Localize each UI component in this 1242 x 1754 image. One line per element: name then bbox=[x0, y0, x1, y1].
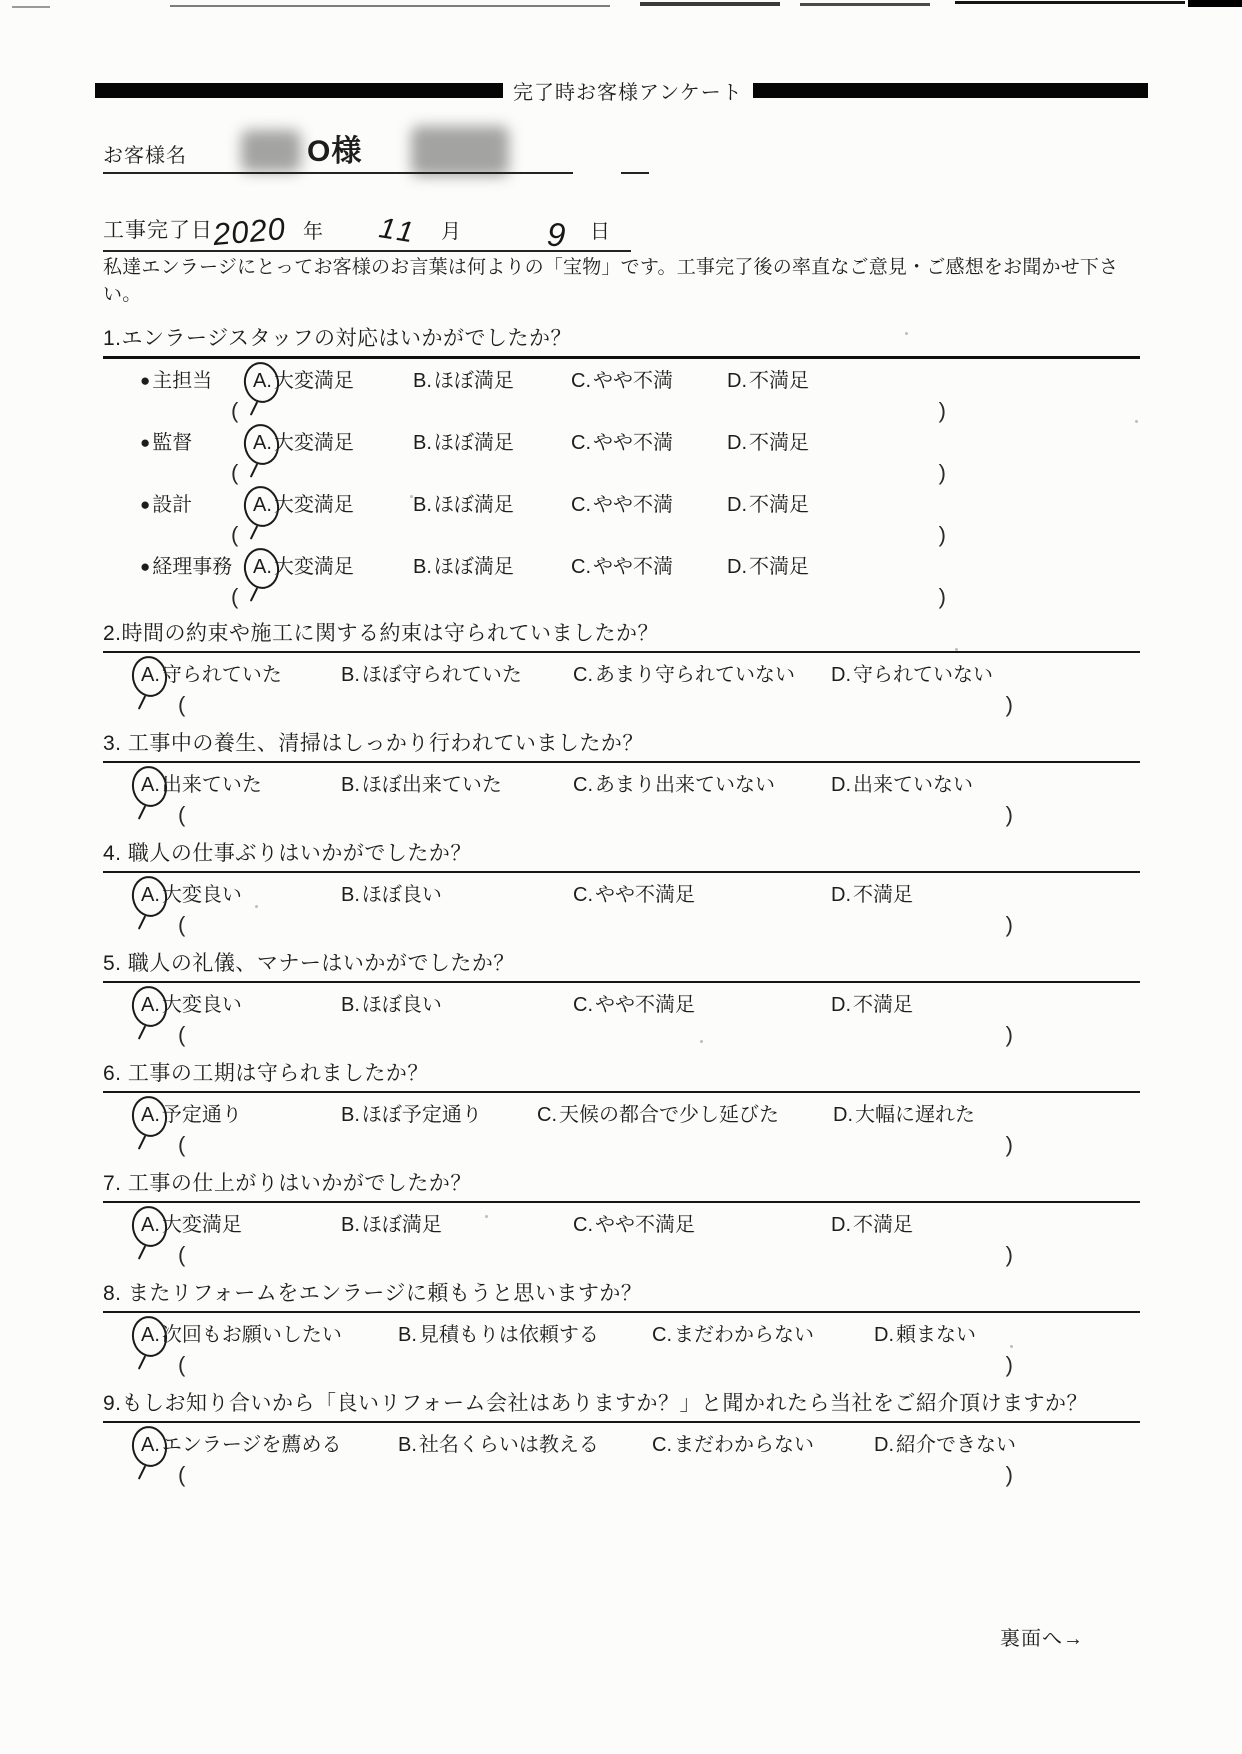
option-a bbox=[140, 1321, 397, 1349]
scan-artifact bbox=[800, 3, 930, 6]
option-key: D. bbox=[874, 1434, 894, 1456]
paren-open: ( bbox=[178, 912, 186, 937]
option-key: B. bbox=[413, 494, 432, 516]
option-key: A. bbox=[140, 991, 161, 1019]
bullet-icon: ● bbox=[140, 495, 151, 514]
option-d bbox=[873, 1321, 976, 1349]
comment-line bbox=[178, 1353, 1013, 1377]
handwritten-day: 9 bbox=[546, 215, 567, 254]
bullet-icon: ● bbox=[140, 433, 151, 452]
option-key: B. bbox=[413, 556, 432, 578]
option-key: A. bbox=[252, 367, 273, 395]
option-b bbox=[340, 661, 572, 689]
option-label: あまり出来ていない bbox=[595, 774, 775, 796]
option-key: C. bbox=[537, 1104, 557, 1126]
option-a bbox=[140, 1211, 340, 1239]
paren-open: ( bbox=[178, 802, 186, 827]
option-c bbox=[651, 1431, 873, 1459]
option-b bbox=[412, 367, 570, 395]
option-label: 不満足 bbox=[853, 994, 913, 1016]
option-label: 大変良い bbox=[161, 884, 242, 906]
option-key: C. bbox=[571, 432, 591, 454]
question-title: 3. 工事中の養生、清掃はしっかり行われていましたか？ bbox=[103, 727, 1140, 763]
option-d bbox=[873, 1431, 1016, 1459]
question-8 bbox=[103, 1277, 1140, 1377]
option-c bbox=[651, 1321, 873, 1349]
completion-date-row bbox=[103, 206, 631, 252]
option-key: B. bbox=[341, 884, 360, 906]
back-page-note: 裏面へ→ bbox=[1000, 1628, 1084, 1650]
option-label: やや不満 bbox=[593, 432, 673, 454]
subject-label bbox=[140, 429, 252, 457]
option-key: D. bbox=[727, 494, 747, 516]
comment-line bbox=[178, 803, 1013, 827]
options-row bbox=[103, 367, 1140, 395]
comment-line bbox=[178, 1133, 1013, 1157]
option-key: C. bbox=[573, 774, 593, 796]
option-key: B. bbox=[341, 994, 360, 1016]
option-label: 守られていた bbox=[161, 664, 282, 686]
comment-line bbox=[231, 399, 946, 421]
option-label: 不満足 bbox=[749, 370, 809, 392]
option-label: ほぼ満足 bbox=[361, 1214, 442, 1236]
option-key: C. bbox=[573, 664, 593, 686]
option-label: 頼まない bbox=[896, 1324, 976, 1346]
option-label: 天候の都合で少し延びた bbox=[559, 1104, 779, 1126]
option-key: A. bbox=[140, 661, 161, 689]
paren-open: ( bbox=[231, 398, 239, 423]
comment-line bbox=[178, 693, 1013, 717]
handwritten-month: 11 bbox=[376, 212, 420, 250]
option-key: B. bbox=[413, 370, 432, 392]
option-d bbox=[726, 491, 809, 519]
option-key: C. bbox=[652, 1324, 672, 1346]
option-label: 予定通り bbox=[161, 1104, 242, 1126]
form-header bbox=[95, 81, 1148, 104]
options-row bbox=[103, 1211, 1140, 1239]
question-title: 6. 工事の工期は守られましたか？ bbox=[103, 1057, 1140, 1093]
comment-line bbox=[178, 1023, 1013, 1047]
option-label: ほぼ満足 bbox=[433, 556, 514, 578]
option-label: 不満足 bbox=[853, 884, 913, 906]
scan-artifact bbox=[170, 5, 610, 7]
option-key: C. bbox=[571, 556, 591, 578]
question-title: 8. またリフォームをエンラージに頼もうと思いますか？ bbox=[103, 1277, 1140, 1313]
paren-open: ( bbox=[178, 692, 186, 717]
option-label: 大変良い bbox=[161, 994, 242, 1016]
form-title: 完了時お客様アンケート bbox=[513, 81, 743, 104]
option-a bbox=[252, 491, 412, 519]
option-a bbox=[252, 553, 412, 581]
paren-close: ) bbox=[1005, 692, 1013, 717]
question-5 bbox=[103, 947, 1140, 1047]
header-bar-right bbox=[753, 83, 1148, 98]
option-b bbox=[340, 1101, 536, 1129]
option-label: 不満足 bbox=[853, 1214, 913, 1236]
option-b bbox=[340, 881, 572, 909]
options-row bbox=[103, 771, 1140, 799]
comment-line bbox=[231, 585, 946, 607]
scan-artifact bbox=[640, 2, 780, 6]
comment-line bbox=[178, 913, 1013, 937]
option-key: A. bbox=[252, 491, 273, 519]
paren-open: ( bbox=[178, 1132, 186, 1157]
question-title: 1.エンラージスタッフの対応はいかがでしたか？ bbox=[103, 322, 1140, 359]
option-label: 次回もお願いしたい bbox=[161, 1324, 342, 1346]
option-b bbox=[340, 1211, 572, 1239]
question-4 bbox=[103, 837, 1140, 937]
option-key: D. bbox=[727, 370, 747, 392]
option-label: あまり守られていない bbox=[595, 664, 795, 686]
options-row bbox=[103, 553, 1140, 581]
question-1-row-supervisor bbox=[103, 429, 1140, 483]
option-label: やや不満 bbox=[593, 494, 673, 516]
option-c bbox=[572, 991, 830, 1019]
option-a bbox=[140, 1101, 340, 1129]
paren-open: ( bbox=[178, 1462, 186, 1487]
option-c bbox=[570, 367, 726, 395]
paren-open: ( bbox=[231, 460, 239, 485]
paren-open: ( bbox=[231, 584, 239, 609]
option-c bbox=[536, 1101, 832, 1129]
option-key: C. bbox=[571, 494, 591, 516]
subject-name: 経理事務 bbox=[152, 556, 233, 578]
option-d bbox=[830, 991, 913, 1019]
subject-name: 監督 bbox=[152, 432, 193, 454]
comment-line bbox=[231, 523, 946, 545]
option-key: A. bbox=[140, 1431, 161, 1459]
subject-label bbox=[140, 553, 252, 581]
question-1-row-main-staff bbox=[103, 367, 1140, 421]
option-key: B. bbox=[398, 1434, 417, 1456]
option-key: C. bbox=[573, 884, 593, 906]
option-key: B. bbox=[341, 1214, 360, 1236]
question-2 bbox=[103, 617, 1140, 717]
option-label: 見積もりは依頼する bbox=[418, 1324, 599, 1346]
option-label: やや不満足 bbox=[595, 994, 695, 1016]
option-key: A. bbox=[140, 881, 161, 909]
options-row bbox=[103, 429, 1140, 457]
question-title: 2.時間の約束や施工に関する約束は守られていましたか？ bbox=[103, 617, 1140, 653]
option-a bbox=[140, 661, 340, 689]
day-unit-label: 日 bbox=[590, 221, 610, 243]
option-label: まだわからない bbox=[674, 1324, 814, 1346]
subject-label bbox=[140, 491, 252, 519]
option-key: D. bbox=[831, 884, 851, 906]
question-1-row-accounting bbox=[103, 553, 1140, 607]
option-label: まだわからない bbox=[674, 1434, 814, 1456]
option-a bbox=[252, 429, 412, 457]
option-d bbox=[832, 1101, 975, 1129]
option-key: A. bbox=[252, 553, 273, 581]
option-label: ほぼ良い bbox=[361, 994, 442, 1016]
options-row bbox=[103, 1431, 1140, 1459]
subject-label bbox=[140, 367, 252, 395]
options-row bbox=[103, 991, 1140, 1019]
scan-artifact bbox=[955, 1, 1185, 4]
option-label: 出来ていた bbox=[161, 774, 262, 796]
option-d bbox=[726, 429, 809, 457]
option-label: 不満足 bbox=[749, 494, 809, 516]
questions-list bbox=[103, 312, 1140, 1487]
options-row bbox=[103, 491, 1140, 519]
question-title: 4. 職人の仕事ぶりはいかがでしたか？ bbox=[103, 837, 1140, 873]
bullet-icon: ● bbox=[140, 557, 151, 576]
paren-close: ) bbox=[1005, 1462, 1013, 1487]
option-b bbox=[412, 553, 570, 581]
paren-open: ( bbox=[178, 1242, 186, 1267]
option-b bbox=[340, 771, 572, 799]
option-key: C. bbox=[571, 370, 591, 392]
option-c bbox=[572, 881, 830, 909]
redacted-name-blur bbox=[411, 126, 509, 176]
options-row bbox=[103, 661, 1140, 689]
option-b bbox=[412, 491, 570, 519]
option-c bbox=[570, 553, 726, 581]
option-d bbox=[830, 1211, 913, 1239]
option-label: やや不満足 bbox=[595, 1214, 695, 1236]
paren-close: ) bbox=[1005, 802, 1013, 827]
option-a bbox=[252, 367, 412, 395]
option-a bbox=[140, 1431, 397, 1459]
option-key: A. bbox=[140, 771, 161, 799]
option-label: ほぼ満足 bbox=[433, 432, 514, 454]
option-label: 不満足 bbox=[749, 556, 809, 578]
paren-close: ) bbox=[938, 522, 946, 547]
option-key: A. bbox=[140, 1101, 161, 1129]
option-label: ほぼ良い bbox=[361, 884, 442, 906]
option-label: 大変満足 bbox=[273, 370, 354, 392]
comment-line bbox=[178, 1243, 1013, 1267]
option-d bbox=[830, 771, 973, 799]
paren-close: ) bbox=[1005, 1022, 1013, 1047]
option-key: B. bbox=[398, 1324, 417, 1346]
option-label: 社名くらいは教える bbox=[418, 1434, 599, 1456]
paren-open: ( bbox=[178, 1352, 186, 1377]
option-c bbox=[570, 429, 726, 457]
option-key: C. bbox=[652, 1434, 672, 1456]
paren-close: ) bbox=[938, 584, 946, 609]
question-6 bbox=[103, 1057, 1140, 1157]
option-label: やや不満足 bbox=[595, 884, 695, 906]
option-key: D. bbox=[831, 664, 851, 686]
intro-text: 私達エンラージにとってお客様のお言葉は何よりの「宝物」です。工事完了後の率直なご意見・ご感想をお聞かせ下さい。 bbox=[103, 257, 1119, 305]
option-key: C. bbox=[573, 994, 593, 1016]
option-b bbox=[397, 1431, 651, 1459]
option-label: ほぼ満足 bbox=[433, 494, 514, 516]
option-d bbox=[726, 367, 809, 395]
option-key: A. bbox=[252, 429, 273, 457]
option-label: ほぼ守られていた bbox=[361, 664, 522, 686]
question-title: 5. 職人の礼儀、マナーはいかがでしたか？ bbox=[103, 947, 1140, 983]
option-key: D. bbox=[831, 994, 851, 1016]
completion-date-label: 工事完了日 bbox=[103, 219, 213, 242]
handwritten-year: 2020 bbox=[211, 210, 288, 253]
option-label: ほぼ予定通り bbox=[361, 1104, 482, 1126]
options-row bbox=[103, 1101, 1140, 1129]
question-1 bbox=[103, 322, 1140, 607]
header-bar-left bbox=[95, 83, 503, 98]
option-label: 不満足 bbox=[749, 432, 809, 454]
option-key: A. bbox=[140, 1321, 161, 1349]
paren-close: ) bbox=[1005, 1132, 1013, 1157]
option-label: 大変満足 bbox=[273, 432, 354, 454]
name-underline bbox=[103, 172, 573, 174]
subject-name: 設計 bbox=[152, 494, 193, 516]
option-key: D. bbox=[874, 1324, 894, 1346]
redacted-name-blur bbox=[241, 130, 301, 172]
option-label: 出来ていない bbox=[853, 774, 973, 796]
paren-close: ) bbox=[938, 398, 946, 423]
option-d bbox=[830, 661, 993, 689]
option-key: D. bbox=[831, 774, 851, 796]
question-3 bbox=[103, 727, 1140, 827]
question-9 bbox=[103, 1387, 1140, 1487]
question-title: 7. 工事の仕上がりはいかがでしたか？ bbox=[103, 1167, 1140, 1203]
option-key: B. bbox=[341, 774, 360, 796]
option-label: 大幅に遅れた bbox=[855, 1104, 975, 1126]
option-label: 大変満足 bbox=[273, 556, 354, 578]
option-d bbox=[726, 553, 809, 581]
option-c bbox=[572, 771, 830, 799]
options-row bbox=[103, 881, 1140, 909]
option-label: やや不満 bbox=[593, 556, 673, 578]
year-unit-label: 年 bbox=[303, 221, 323, 243]
comment-line bbox=[231, 461, 946, 483]
name-underline-short bbox=[621, 172, 649, 174]
option-key: B. bbox=[413, 432, 432, 454]
options-row bbox=[103, 1321, 1140, 1349]
option-c bbox=[572, 1211, 830, 1239]
option-label: ほぼ満足 bbox=[433, 370, 514, 392]
option-label: 大変満足 bbox=[161, 1214, 242, 1236]
comment-line bbox=[178, 1463, 1013, 1487]
paren-close: ) bbox=[938, 460, 946, 485]
question-title: 9.もしお知り合いから「良いリフォーム会社はありますか？」と聞かれたら当社をご紹介頂けますか？ bbox=[103, 1387, 1140, 1423]
customer-name-label: お客様名 bbox=[103, 145, 187, 167]
option-key: D. bbox=[727, 556, 747, 578]
customer-name-row bbox=[103, 128, 673, 174]
option-key: B. bbox=[341, 1104, 360, 1126]
option-a bbox=[140, 881, 340, 909]
option-label: 守られていない bbox=[853, 664, 993, 686]
option-label: やや不満 bbox=[593, 370, 673, 392]
option-key: D. bbox=[727, 432, 747, 454]
paren-close: ) bbox=[1005, 1242, 1013, 1267]
option-b bbox=[412, 429, 570, 457]
customer-name-value: O様 bbox=[307, 135, 363, 168]
bullet-icon: ● bbox=[140, 371, 151, 390]
paren-close: ) bbox=[1005, 1352, 1013, 1377]
option-a bbox=[140, 991, 340, 1019]
question-1-row-designer bbox=[103, 491, 1140, 545]
paren-close: ) bbox=[1005, 912, 1013, 937]
option-b bbox=[397, 1321, 651, 1349]
option-key: D. bbox=[831, 1214, 851, 1236]
option-label: ほぼ出来ていた bbox=[361, 774, 502, 796]
option-label: エンラージを薦める bbox=[161, 1434, 342, 1456]
scan-artifact bbox=[1188, 0, 1242, 7]
option-key: C. bbox=[573, 1214, 593, 1236]
option-a bbox=[140, 771, 340, 799]
option-d bbox=[830, 881, 913, 909]
option-key: A. bbox=[140, 1211, 161, 1239]
question-7 bbox=[103, 1167, 1140, 1267]
option-key: B. bbox=[341, 664, 360, 686]
option-label: 大変満足 bbox=[273, 494, 354, 516]
month-unit-label: 月 bbox=[441, 221, 461, 243]
option-key: D. bbox=[833, 1104, 853, 1126]
option-b bbox=[340, 991, 572, 1019]
option-c bbox=[572, 661, 830, 689]
paren-open: ( bbox=[231, 522, 239, 547]
subject-name: 主担当 bbox=[152, 370, 213, 392]
paren-open: ( bbox=[178, 1022, 186, 1047]
scan-artifact bbox=[12, 6, 50, 8]
option-c bbox=[570, 491, 726, 519]
option-label: 紹介できない bbox=[896, 1434, 1016, 1456]
